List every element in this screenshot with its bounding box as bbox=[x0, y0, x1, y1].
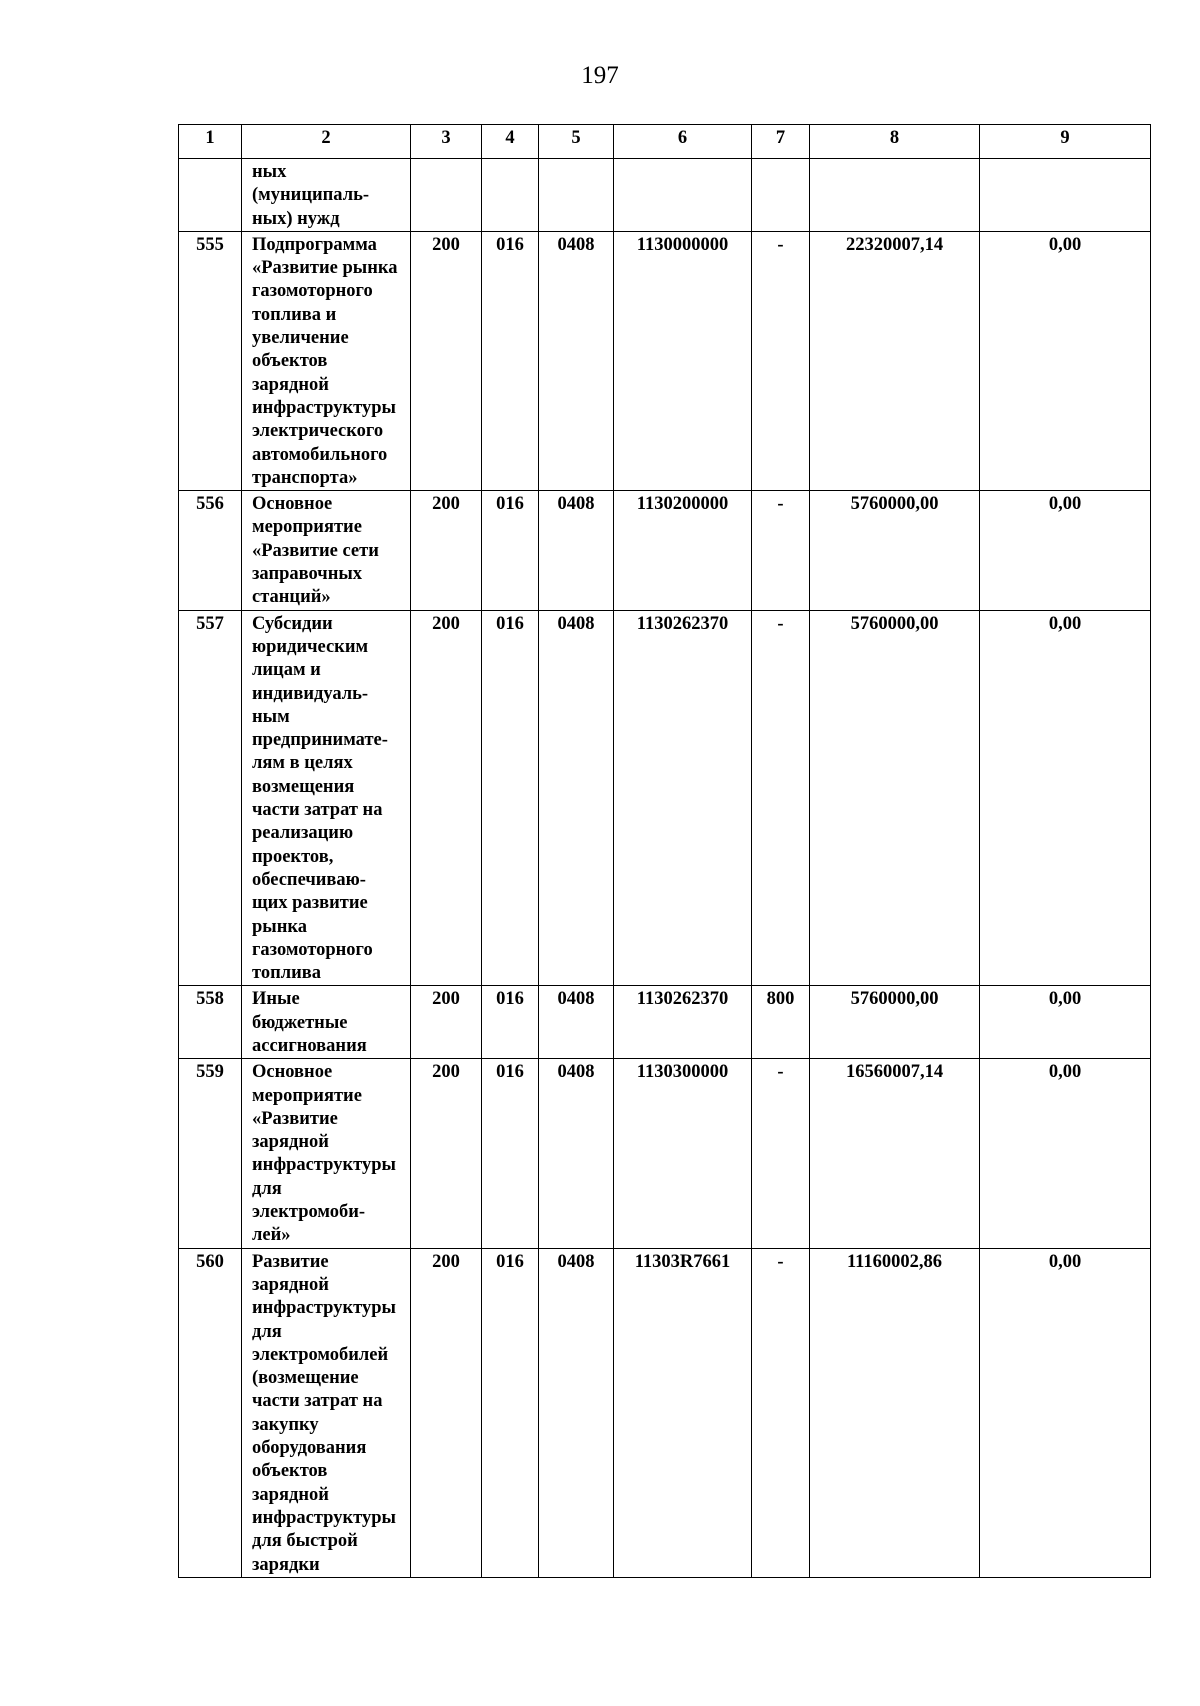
cell-col-7: 800 bbox=[752, 986, 810, 1059]
cell-col-3: 200 bbox=[411, 986, 482, 1059]
cell-col-7: - bbox=[752, 1059, 810, 1248]
cell-col-3 bbox=[411, 159, 482, 232]
cell-col-8: 5760000,00 bbox=[810, 986, 980, 1059]
cell-col-5: 0408 bbox=[539, 1248, 614, 1577]
cell-col-7: - bbox=[752, 610, 810, 986]
cell-col-5: 0408 bbox=[539, 231, 614, 490]
table-row bbox=[179, 986, 1151, 1059]
cell-col-5: 0408 bbox=[539, 1059, 614, 1248]
cell-col-7: - bbox=[752, 491, 810, 610]
page-number: 197 bbox=[581, 62, 619, 89]
cell-col-8 bbox=[810, 159, 980, 232]
row-number-cell: 560 bbox=[179, 1248, 242, 1577]
row-number-cell: 556 bbox=[179, 491, 242, 610]
row-name-cell: Подпрограмма «Развитие рынка газомоторного топлива и увеличение объектов зарядной инфраструктуры электрического автомобильного транспорта» bbox=[242, 231, 411, 490]
cell-col-9: 0,00 bbox=[980, 1059, 1151, 1248]
cell-col-9: 0,00 bbox=[980, 231, 1151, 490]
cell-col-4: 016 bbox=[482, 231, 539, 490]
cell-col-8: 22320007,14 bbox=[810, 231, 980, 490]
cell-col-9: 0,00 bbox=[980, 610, 1151, 986]
table-row bbox=[179, 491, 1151, 610]
cell-col-7: - bbox=[752, 231, 810, 490]
cell-col-9: 0,00 bbox=[980, 491, 1151, 610]
cell-col-3: 200 bbox=[411, 491, 482, 610]
cell-col-6: 1130300000 bbox=[614, 1059, 752, 1248]
table-row bbox=[179, 1059, 1151, 1248]
row-number-cell: 559 bbox=[179, 1059, 242, 1248]
row-name-cell: ных (муниципаль- ных) нужд bbox=[242, 159, 411, 232]
cell-col-6: 1130262370 bbox=[614, 986, 752, 1059]
row-number-cell: 557 bbox=[179, 610, 242, 986]
row-number-cell bbox=[179, 159, 242, 232]
cell-col-3: 200 bbox=[411, 231, 482, 490]
cell-col-9: 0,00 bbox=[980, 1248, 1151, 1577]
table-header-row bbox=[179, 125, 1151, 159]
column-header: 5 bbox=[539, 125, 614, 159]
cell-col-3: 200 bbox=[411, 610, 482, 986]
cell-col-5: 0408 bbox=[539, 491, 614, 610]
cell-col-6: 1130000000 bbox=[614, 231, 752, 490]
cell-col-7: - bbox=[752, 1248, 810, 1577]
cell-col-4 bbox=[482, 159, 539, 232]
column-header: 1 bbox=[179, 125, 242, 159]
cell-col-5 bbox=[539, 159, 614, 232]
cell-col-9 bbox=[980, 159, 1151, 232]
cell-col-8: 5760000,00 bbox=[810, 610, 980, 986]
row-name-cell: Субсидии юридическим лицам и индивидуаль- ным предпринимате- лям в целях возмещения части затрат на реализацию проектов, обеспечиваю- щих развитие рынка газомоторного топлива bbox=[242, 610, 411, 986]
row-number-cell: 558 bbox=[179, 986, 242, 1059]
column-header: 9 bbox=[980, 125, 1151, 159]
column-header: 7 bbox=[752, 125, 810, 159]
cell-col-7 bbox=[752, 159, 810, 232]
cell-col-3: 200 bbox=[411, 1059, 482, 1248]
column-header: 8 bbox=[810, 125, 980, 159]
row-number-cell: 555 bbox=[179, 231, 242, 490]
row-name-cell: Основное мероприятие «Развитие сети заправочных станций» bbox=[242, 491, 411, 610]
cell-col-6 bbox=[614, 159, 752, 232]
cell-col-3: 200 bbox=[411, 1248, 482, 1577]
row-name-cell: Основное мероприятие «Развитие зарядной инфраструктуры для электромоби- лей» bbox=[242, 1059, 411, 1248]
cell-col-5: 0408 bbox=[539, 986, 614, 1059]
column-header: 3 bbox=[411, 125, 482, 159]
cell-col-8: 5760000,00 bbox=[810, 491, 980, 610]
cell-col-6: 11303R7661 bbox=[614, 1248, 752, 1577]
cell-col-4: 016 bbox=[482, 1059, 539, 1248]
column-header: 4 bbox=[482, 125, 539, 159]
table-row bbox=[179, 1248, 1151, 1577]
cell-col-4: 016 bbox=[482, 610, 539, 986]
cell-col-4: 016 bbox=[482, 986, 539, 1059]
table-row bbox=[179, 610, 1151, 986]
table-row bbox=[179, 231, 1151, 490]
cell-col-4: 016 bbox=[482, 1248, 539, 1577]
row-name-cell: Развитие зарядной инфраструктуры для электромобилей (возмещение части затрат на закупку оборудования объектов зарядной инфраструктуры для быстрой зарядки bbox=[242, 1248, 411, 1577]
cell-col-9: 0,00 bbox=[980, 986, 1151, 1059]
column-header: 6 bbox=[614, 125, 752, 159]
table-body bbox=[179, 125, 1151, 1578]
cell-col-4: 016 bbox=[482, 491, 539, 610]
cell-col-5: 0408 bbox=[539, 610, 614, 986]
column-header: 2 bbox=[242, 125, 411, 159]
budget-table bbox=[178, 124, 1151, 1578]
cell-col-6: 1130262370 bbox=[614, 610, 752, 986]
cell-col-8: 11160002,86 bbox=[810, 1248, 980, 1577]
row-name-cell: Иные бюджетные ассигнования bbox=[242, 986, 411, 1059]
cell-col-8: 16560007,14 bbox=[810, 1059, 980, 1248]
cell-col-6: 1130200000 bbox=[614, 491, 752, 610]
table-row bbox=[179, 159, 1151, 232]
